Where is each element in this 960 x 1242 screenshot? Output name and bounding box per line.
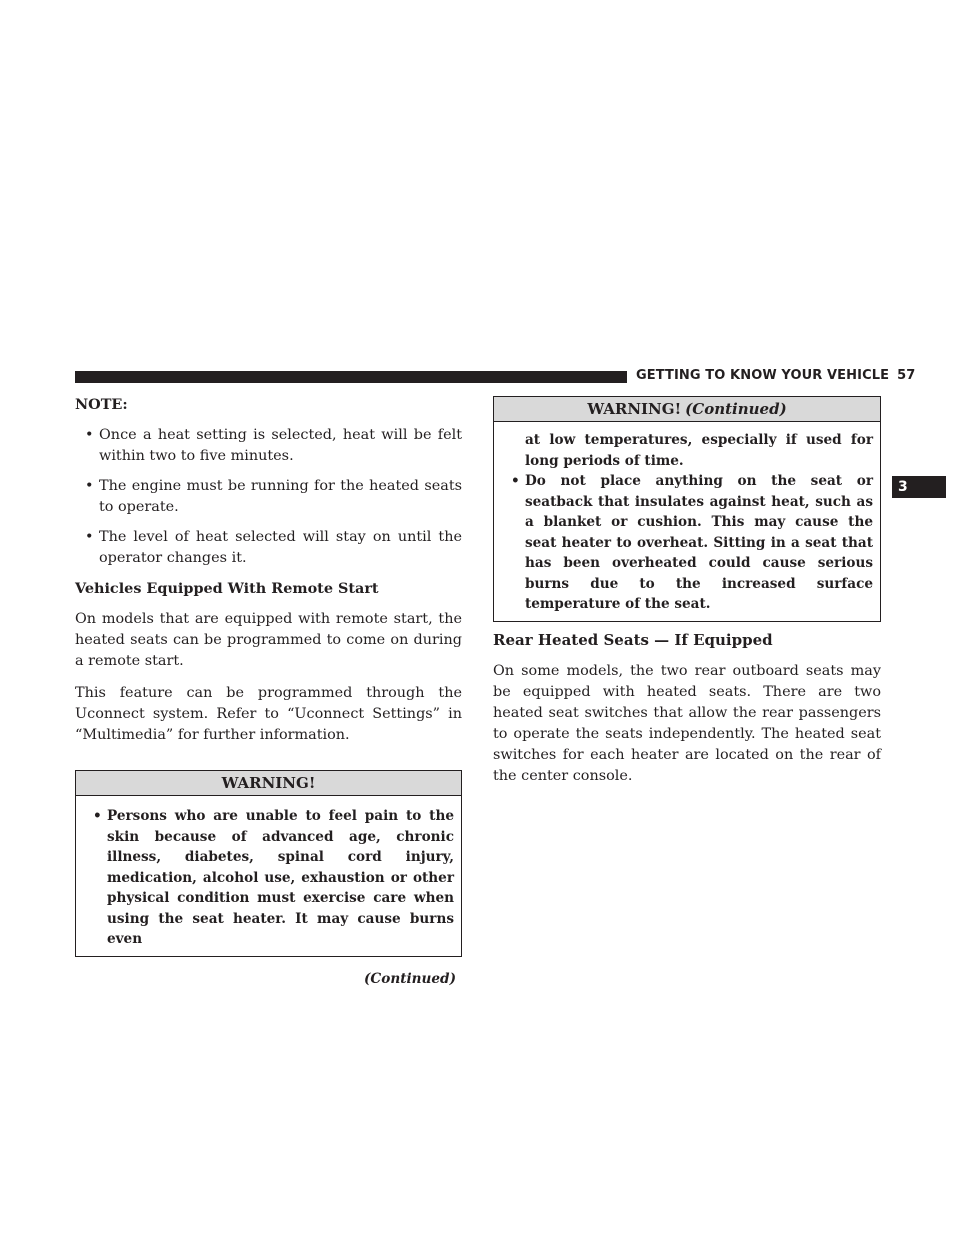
chapter-title: GETTING TO KNOW YOUR VEHICLE xyxy=(636,368,890,383)
header-rule xyxy=(75,371,627,383)
note-label: NOTE: xyxy=(75,396,128,413)
note-item: • Once a heat setting is selected, heat will be felt within two to five minutes. xyxy=(75,425,462,467)
body-paragraph: On some models, the two rear outboard seats may be equipped with heated seats. There are two heated seat switches that allow the rear passengers to operate the seats independently. The heated seat switches for each heater are located on the rear of the center console. xyxy=(493,662,881,784)
rear-heated-seats-heading: Rear Heated Seats — If Equipped xyxy=(493,630,773,649)
remote-start-heading: Vehicles Equipped With Remote Start xyxy=(75,580,379,597)
note-item: • The level of heat selected will stay on until the operator changes it. xyxy=(75,527,462,569)
running-header xyxy=(636,368,915,383)
warning-item: • Do not place anything on the seat or seatback that insulates against heat, such as a blanket or cushion. This may cause the seat heater to overheat. Sitting in a seat that has been overheated could cause serious burns due to the increased surface temperature of the seat. xyxy=(501,471,873,615)
chapter-tab[interactable]: 3 xyxy=(892,476,946,498)
right-column xyxy=(493,396,881,798)
body-paragraph: On models that are equipped with remote start, the heated seats can be programmed to come on during a remote start. xyxy=(75,611,462,669)
warning-body xyxy=(494,422,880,621)
page-number: 57 xyxy=(897,368,916,383)
warning-title: WARNING! (Continued) xyxy=(494,397,880,422)
left-column xyxy=(75,394,462,990)
note-item: • The engine must be running for the heated seats to operate. xyxy=(75,476,462,518)
warning-body xyxy=(76,796,461,956)
warning-title: WARNING! xyxy=(76,771,461,796)
continued-label: (Continued) xyxy=(364,970,456,987)
warning-box xyxy=(75,770,462,957)
warning-item: • Persons who are unable to feel pain to the skin because of advanced age, chronic illness, diabetes, spinal cord injury, medication, alcohol use, exhaustion or other physical condition must exercise care when using the seat heater. It may cause burns even xyxy=(83,806,454,950)
body-paragraph: This feature can be programmed through the Uconnect system. Refer to “Uconnect Settings” in “Multimedia” for further information. xyxy=(75,685,462,743)
warning-box-continued xyxy=(493,396,881,622)
warning-carryover: at low temperatures, especially if used for long periods of time. xyxy=(525,432,873,469)
note-list xyxy=(75,425,462,569)
